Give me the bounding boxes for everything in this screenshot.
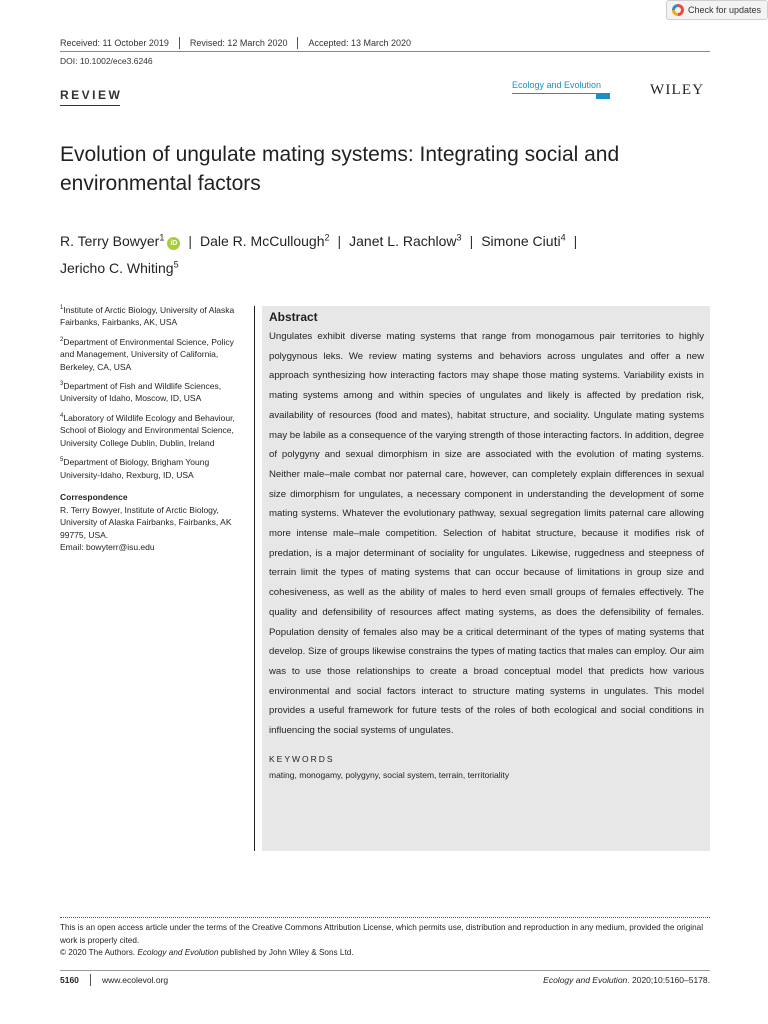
check-for-updates-label: Check for updates bbox=[688, 5, 762, 15]
crossmark-icon bbox=[672, 4, 684, 16]
affiliations bbox=[60, 302, 245, 554]
affiliation: $^5$Department of Biology, Brigham Young University-Idaho, Rexburg, ID, USA bbox=[60, 457, 210, 480]
page-number: 5160 bbox=[60, 975, 79, 985]
author[interactable]: Jericho C. Whiting$^5$ bbox=[60, 259, 179, 277]
author[interactable]: Simone Ciuti$^4$ bbox=[481, 232, 566, 249]
affiliation: $^3$Department of Fish and Wildlife Sciences, University of Idaho, Moscow, ID, USA bbox=[60, 380, 222, 404]
bottom-divider bbox=[60, 970, 710, 971]
citation: Ecology and Evolution. 2020;10:5160–5178. bbox=[543, 975, 710, 985]
section-label: REVIEW bbox=[60, 88, 123, 102]
journal-logo: Ecology and Evolution bbox=[512, 80, 602, 90]
affiliation: $^1$Institute of Arctic Biology, University of Alaska Fairbanks, Fairbanks, AK, USA bbox=[60, 304, 235, 328]
page-separator bbox=[90, 974, 91, 986]
author[interactable]: Dale R. McCullough$^2$ bbox=[199, 232, 330, 249]
abstract-text: Ungulates exhibit diverse mating systems that range from monogamous pair territories to highly polygynous leks. We review mating systems and behaviors across ungulates and offer a new approach synthesizing how interacting factors may shape those mating systems. Variability exists in mating systems among and within species of ungulates and likely is affected by predation risk, availability of resources (food and mates), habitat structure, and sociality. Ungulate mating systems may be labile as a consequence of the varying strength of those interacting factors. In addition, degree of polygyny and sexual dimorphism in size are associated with the evolution of mating systems. Neither male–male combat nor paternal care, however, can completely explain differences in sexual size dimorphism for ungulates, a necessary component in understanding the development of some mating systems. Whatever the evolutionary pathway, sexual segregation limits paternal care allowing more intense male–male competition. Selection of habitat structure, because it modifies risk of predation, is a major determinant of sociality for ungulates. Likewise, ruggedness and steepness of terrain limit the types of mating systems that can occur because of limitations in group size and cohesiveness, as well as the ability of males to herd even small groups of females effectively. The quality and defensibility of resources affect mating systems, as does the defensibility of females. Population density of females also may be a critical determinant of the types of mating systems that develop. Size of groups likewise constrains the types of mating tactics that males can employ. Our aim was to use those relationships to create a broad conceptual model that predicts how various environmental and social factors interact to structure mating systems in ungulates. This model provides a useful framework for future tests of the roles of both ecological and social conditions in influencing the social systems of ungulates. bbox=[269, 331, 704, 737]
correspondence-email[interactable]: Email: bowyterr@isu.edu bbox=[60, 542, 155, 553]
affiliation: $^4$Laboratory of Wildlife Ecology and Behaviour, School of Biology and Environmental Science, University College Dublin, Dublin, Ireland bbox=[60, 412, 235, 448]
license-notice bbox=[60, 922, 710, 960]
author-separator: | bbox=[469, 232, 474, 249]
revised-date: Revised: 12 March 2020 bbox=[179, 37, 298, 49]
correspondence-heading: Correspondence bbox=[60, 492, 128, 503]
abstract-box bbox=[262, 306, 710, 851]
publisher-logo: WILEY bbox=[650, 82, 705, 98]
author-separator: | bbox=[573, 232, 578, 249]
abstract-left-rule bbox=[254, 306, 255, 851]
abstract-heading: Abstract bbox=[269, 310, 318, 324]
license-text: This is an open access article under the terms of the Creative Commons Attribution License, which permits use, distribution and reproduction in any medium, provided the original work is properly cited. bbox=[60, 923, 704, 945]
open-access-tag-icon bbox=[596, 94, 610, 99]
correspondence-address: R. Terry Bowyer, Institute of Arctic Biology, University of Alaska Fairbanks, Fairbanks, AK 99775, USA. bbox=[60, 504, 232, 540]
header-divider bbox=[60, 51, 710, 52]
orcid-icon[interactable]: iD bbox=[167, 237, 180, 250]
footer-divider bbox=[60, 917, 710, 918]
journal-website[interactable]: www.ecolevol.org bbox=[102, 975, 169, 985]
section-underline bbox=[60, 105, 120, 106]
copyright-line: © 2020 The Authors. Ecology and Evolution published by John Wiley & Sons Ltd. bbox=[60, 948, 354, 957]
keywords-list: mating, monogamy, polygyny, social system, terrain, territoriality bbox=[269, 769, 510, 780]
affiliation: $^2$Department of Environmental Science, Policy and Management, University of California, Berkeley, CA, USA bbox=[60, 336, 234, 372]
check-for-updates-badge[interactable] bbox=[666, 0, 768, 20]
keywords-heading: KEYWORDS bbox=[269, 753, 335, 764]
received-date: Received: 11 October 2019 bbox=[60, 38, 169, 48]
author-separator: | bbox=[188, 232, 192, 249]
accepted-date: Accepted: 13 March 2020 bbox=[297, 37, 421, 49]
article-title: Evolution of ungulate mating systems: Integrating social and environmental factors bbox=[60, 143, 620, 195]
doi[interactable]: DOI: 10.1002/ece3.6246 bbox=[60, 56, 153, 66]
author-separator: | bbox=[337, 232, 342, 249]
author-list bbox=[60, 225, 720, 280]
article-dates bbox=[60, 37, 421, 49]
author[interactable]: Janet L. Rachlow$^3$ bbox=[349, 232, 462, 249]
author[interactable]: R. Terry Bowyer$^1$iD bbox=[60, 233, 180, 249]
